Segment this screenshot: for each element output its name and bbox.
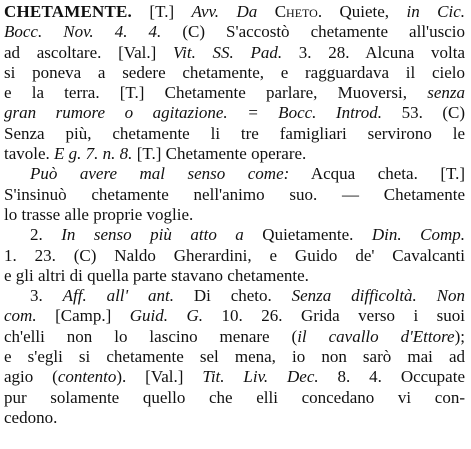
entry-text-run: . Quiete, bbox=[317, 2, 407, 21]
entry-line bbox=[4, 63, 465, 83]
entry-text-run: pur solamente quello che elli concedano vi con- bbox=[4, 387, 465, 407]
entry-text-run: [T.] Chetamente operare. bbox=[132, 144, 307, 164]
entry-text-run: in Cic. bbox=[406, 2, 465, 21]
entry-text-run: e gli altri di quella parte stavano chetamente. bbox=[4, 265, 309, 285]
entry-line bbox=[4, 286, 465, 306]
entry-line bbox=[4, 124, 465, 144]
entry-text-run: e la terra. [T.] Chetamente parlare, Muoversi, bbox=[4, 83, 428, 103]
entry-text-run: Vit. SS. Pad. bbox=[173, 42, 283, 62]
entry-text-run: senza bbox=[427, 83, 465, 103]
entry-line bbox=[4, 205, 465, 225]
entry-text-run: S'insinuò chetamente nell'animo suo. — Chetamente bbox=[4, 184, 465, 204]
entry-text-run: [T.] bbox=[131, 2, 192, 21]
headword: CHETAMENTE. bbox=[4, 2, 132, 21]
entry-text-run: si poneva a sedere chetamente, e ragguardava il cielo bbox=[4, 62, 465, 82]
entry-line bbox=[4, 144, 465, 164]
entry-text-run: Acqua cheta. [T.] bbox=[289, 164, 465, 184]
entry-text-run: E g. 7. n. 8. bbox=[54, 144, 133, 164]
entry-line bbox=[4, 2, 465, 22]
entry-text-run: ); bbox=[454, 326, 465, 346]
entry-text-run: ad ascoltare. [Val.] bbox=[4, 42, 174, 62]
entry-text-run: 8. 4. Occupate bbox=[318, 367, 465, 387]
entry-text-run: il cavallo d'Ettore bbox=[297, 326, 455, 346]
entry-line bbox=[4, 185, 465, 205]
entry-text-run: Quietamente. bbox=[243, 225, 372, 245]
entry-text-run: 2. bbox=[30, 225, 62, 245]
entry-text-run: Di cheto. bbox=[173, 286, 292, 306]
entry-text-run: Cheto bbox=[274, 2, 318, 21]
entry-line bbox=[4, 22, 465, 42]
entry-text-run: (C) S'accostò chetamente all'uscio bbox=[182, 22, 465, 42]
entry-line bbox=[4, 103, 465, 123]
entry-text-run: com. bbox=[4, 306, 37, 326]
entry-line bbox=[4, 367, 465, 387]
entry-text-run: agio ( bbox=[4, 367, 58, 387]
entry-text-run: Bocc. Nov. 4. 4. bbox=[4, 22, 183, 42]
entry-text-run: Guid. G. bbox=[129, 306, 203, 326]
entry-line bbox=[4, 164, 465, 184]
entry-text-run: ). [Val.] bbox=[116, 367, 203, 387]
entry-line bbox=[4, 347, 465, 367]
entry-text-run: Tit. Liv. Dec. bbox=[202, 367, 319, 387]
entry-line bbox=[4, 388, 465, 408]
entry-text-run: e s'egli si chetamente sel mena, io non sarò mai ad bbox=[4, 347, 465, 367]
entry-text-run: Senza difficoltà. Non bbox=[291, 286, 465, 306]
entry-text-run: Può avere mal senso come: bbox=[30, 164, 290, 184]
entry-text-run: [Camp.] bbox=[36, 306, 130, 326]
entry-line bbox=[4, 246, 465, 266]
entry-text-run: lo trasse alle proprie voglie. bbox=[4, 204, 194, 224]
entry-line bbox=[4, 43, 465, 63]
dictionary-entry-chetamente bbox=[4, 2, 465, 428]
entry-text-run: 3. bbox=[30, 286, 63, 306]
entry-text-run: ch'elli non lo lascino menare ( bbox=[4, 326, 298, 346]
entry-text-run: cedono. bbox=[4, 407, 58, 427]
entry-text-run: 1. 23. (C) Naldo Gherardini, e Guido de' Cavalcanti bbox=[4, 245, 465, 265]
entry-text-run: 53. (C) bbox=[382, 103, 465, 123]
entry-text-run: 10. 26. Grida verso i suoi bbox=[203, 306, 465, 326]
entry-text-run: 3. 28. Alcuna volta bbox=[282, 42, 465, 62]
entry-text-run: In senso più atto a bbox=[61, 225, 244, 245]
entry-line bbox=[4, 408, 465, 428]
entry-text-run: Aff. all' ant. bbox=[62, 286, 174, 306]
entry-line bbox=[4, 83, 465, 103]
entry-line bbox=[4, 225, 465, 245]
entry-text-run: Din. Comp. bbox=[371, 225, 465, 245]
entry-line bbox=[4, 327, 465, 347]
entry-text-run: tavole. bbox=[4, 144, 55, 164]
entry-text-run: contento bbox=[57, 367, 117, 387]
entry-text-run: Senza più, chetamente li tre famigliari servirono le bbox=[4, 123, 465, 143]
entry-line bbox=[4, 266, 465, 286]
entry-line bbox=[4, 306, 465, 326]
entry-text-run: Avv. Da bbox=[191, 2, 275, 21]
entry-text-run: gran rumore o agitazione. = Bocc. Introd. bbox=[4, 103, 383, 123]
